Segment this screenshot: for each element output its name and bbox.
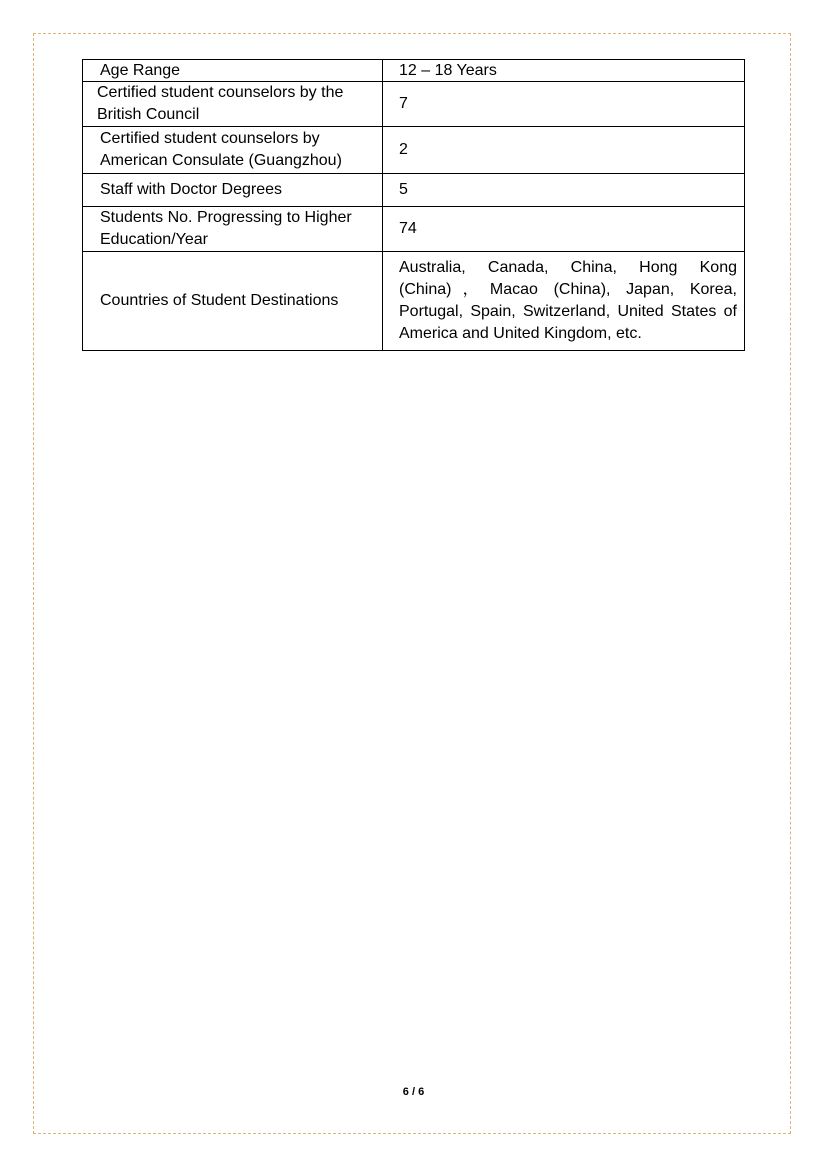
- british-council-counselors-label: Certified student counselors by the British Council: [83, 82, 383, 127]
- table-row: [83, 60, 745, 82]
- age-range-label: Age Range: [83, 60, 383, 82]
- school-info-table: [82, 59, 745, 351]
- table-row: [83, 82, 745, 127]
- age-range-value: 12 – 18 Years: [383, 60, 745, 82]
- table-row: [83, 127, 745, 174]
- american-consulate-counselors-label: Certified student counselors by American Consulate (Guangzhou): [83, 127, 383, 174]
- table-row: [83, 174, 745, 207]
- doctor-staff-value: 5: [383, 174, 745, 207]
- higher-education-progress-label: Students No. Progressing to Higher Education/Year: [83, 207, 383, 252]
- british-council-counselors-value: 7: [383, 82, 745, 127]
- higher-education-progress-value: 74: [383, 207, 745, 252]
- table-row: [83, 207, 745, 252]
- table-row: [83, 252, 745, 351]
- page-number: 6 / 6: [402, 1086, 425, 1098]
- destination-countries-value: Australia, Canada, China, Hong Kong (China)，Macao (China), Japan, Korea, Portugal, Spain, Switzerland, United States of America and United Kingdom, etc.: [383, 252, 745, 351]
- american-consulate-counselors-value: 2: [383, 127, 745, 174]
- destination-countries-label: Countries of Student Destinations: [83, 252, 383, 351]
- doctor-staff-label: Staff with Doctor Degrees: [83, 174, 383, 207]
